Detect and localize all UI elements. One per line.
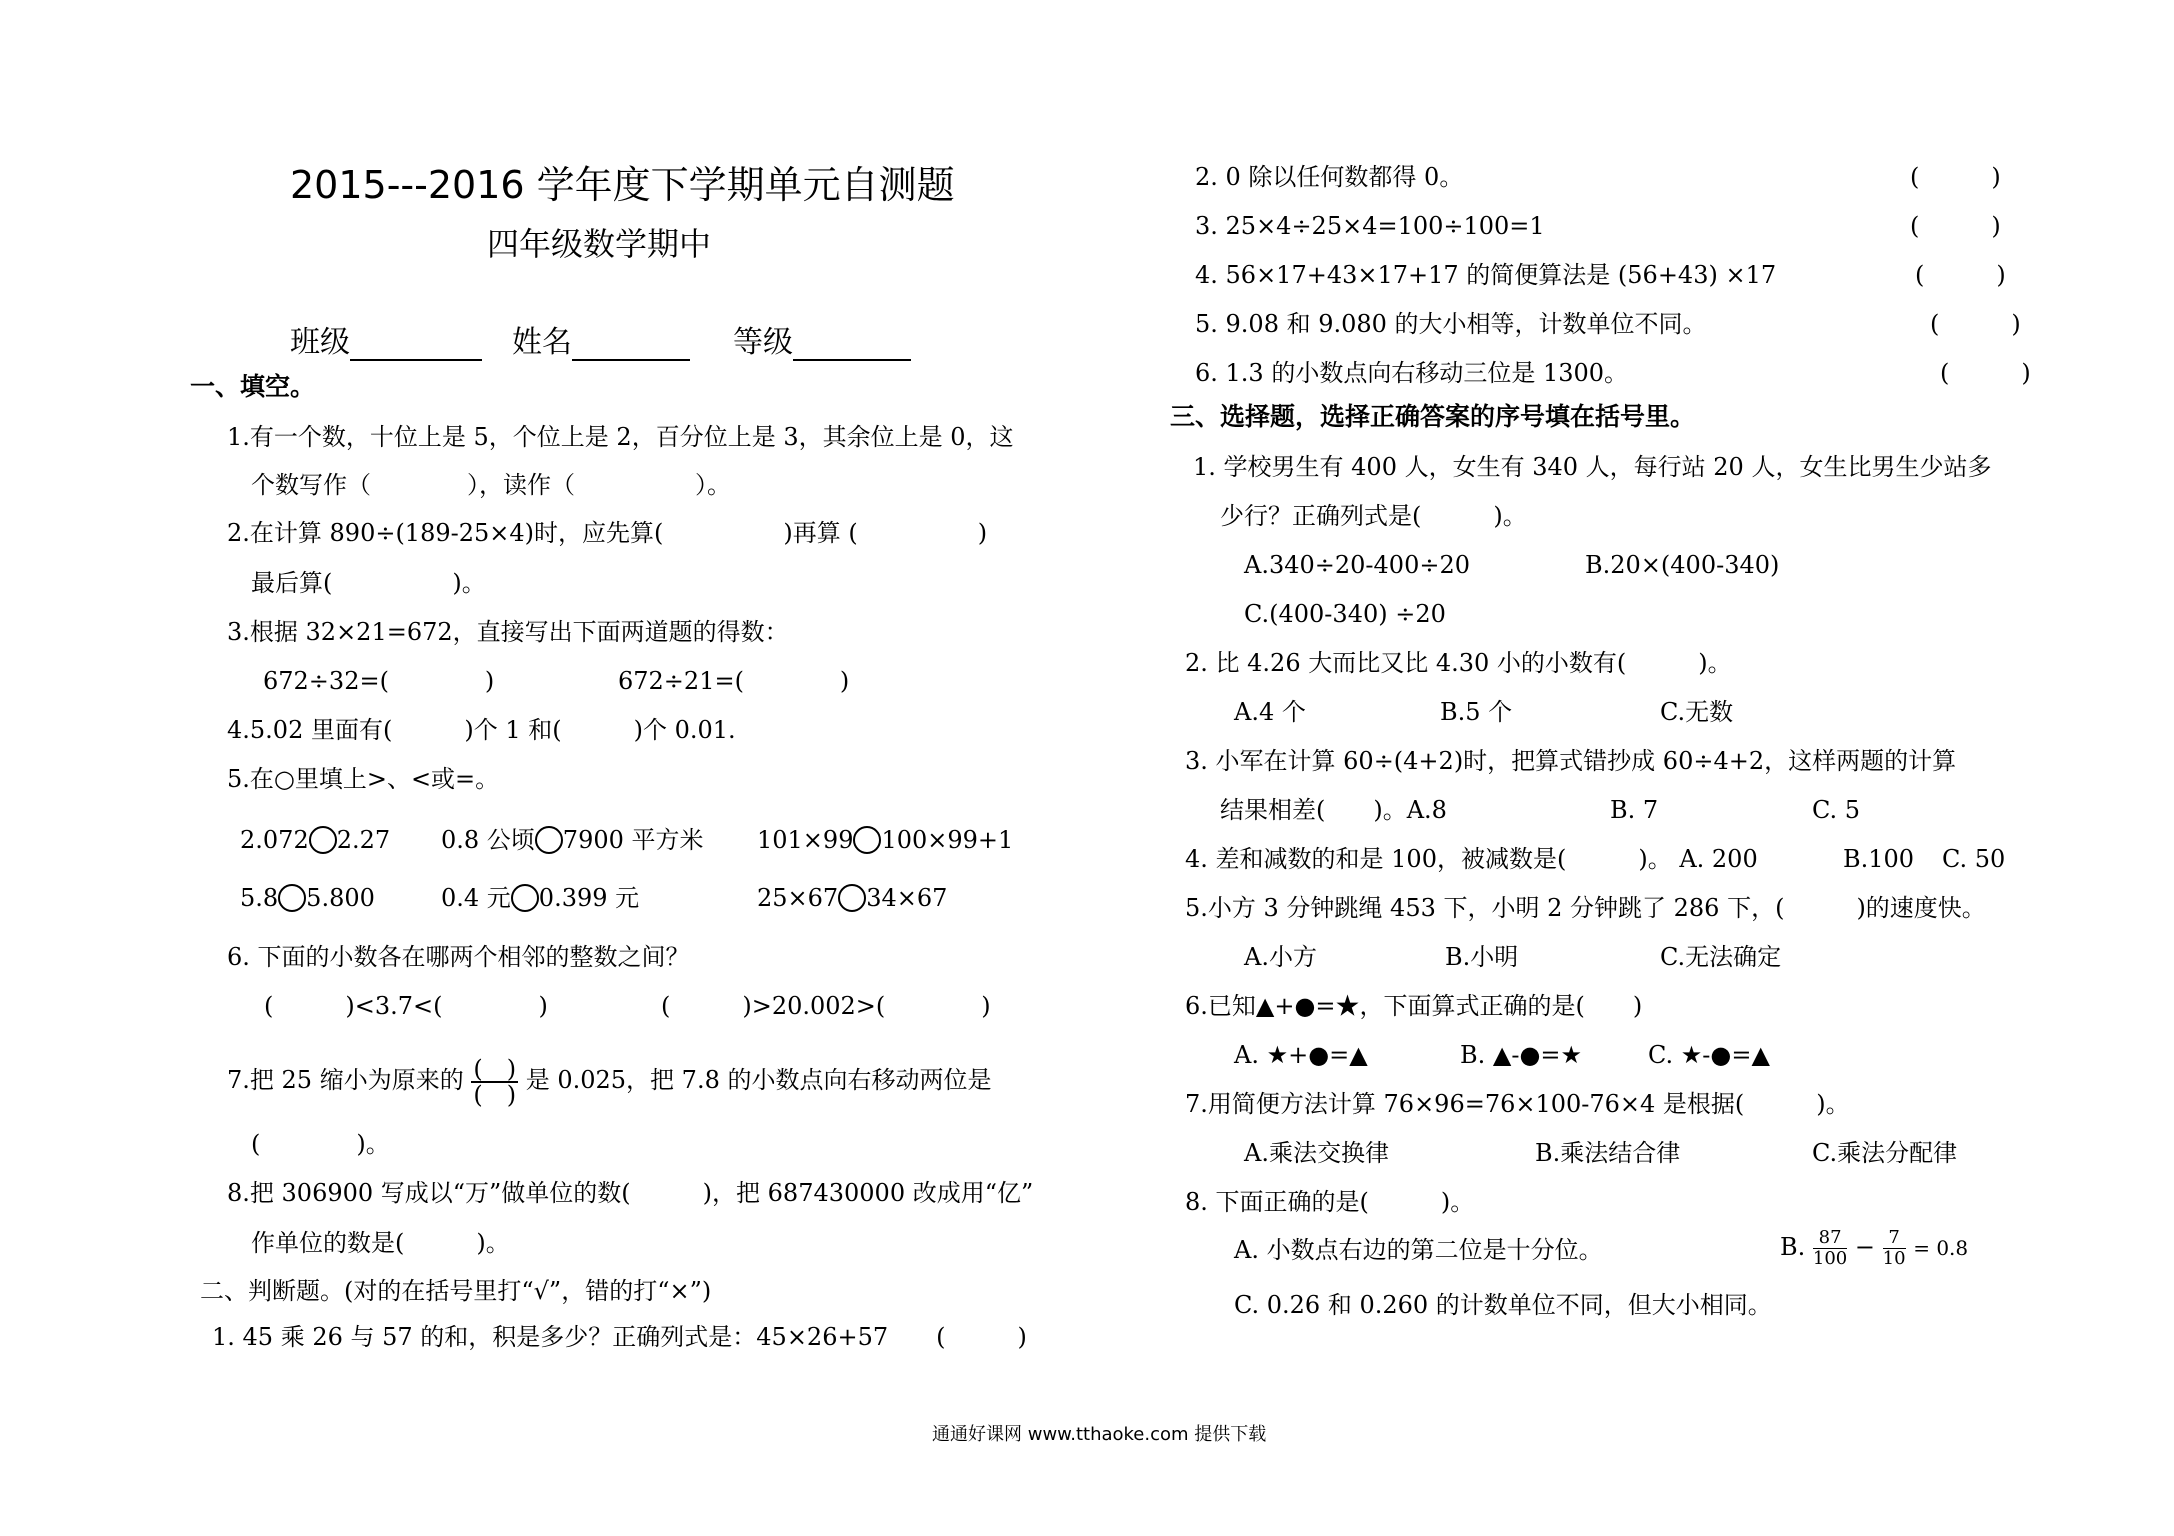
section-3-heading: 三、选择题，选择正确答案的序号填在括号里。 <box>1170 402 1696 431</box>
class-field <box>290 325 482 361</box>
mc8: 8. 下面正确的是( )。 <box>1185 1188 1475 1216</box>
mc8-option-a: A. 小数点右边的第二位是十分位。 <box>1234 1236 1603 1264</box>
judge-3-paren: ( ) <box>1910 212 2001 240</box>
mc6-option-b: B. ▲-●=★ <box>1460 1041 1583 1069</box>
q8-line1: 8.把 306900 写成以“万”做单位的数( )，把 687430000 改成用“亿” <box>227 1179 1034 1207</box>
fraction-7-10: $\frac{7}{10}$ <box>1882 1227 1906 1269</box>
q7-line1: 7.把 25 缩小为原来的 $\frac{( )}{( )}$ 是 0.025，把 7.8 的小数点向右移动两位是 <box>227 1054 992 1109</box>
mc7-option-a: A.乘法交换律 <box>1244 1139 1389 1167</box>
compare-item-1: 2.072 2.27 <box>240 826 391 854</box>
judge-4-paren: ( ) <box>1915 261 2006 289</box>
class-label: 班级 <box>290 325 350 360</box>
compare-item-6: 25×67 34×67 <box>757 884 948 912</box>
mc1-option-a: A.340÷20-400÷20 <box>1244 551 1470 579</box>
mc2: 2. 比 4.26 大而比又比 4.30 小的小数有( )。 <box>1185 649 1732 677</box>
compare-item-2: 0.8 公顷 7900 平方米 <box>441 826 704 854</box>
mc7: 7.用简便方法计算 76×96=76×100-76×4 是根据( )。 <box>1185 1090 1850 1118</box>
judge-2-paren: ( ) <box>1910 163 2001 191</box>
mc4-option-b: B.100 <box>1843 845 1915 873</box>
judge-5: 5. 9.08 和 9.080 的大小相等，计数单位不同。 <box>1195 310 1707 338</box>
q7-fraction: $\frac{( )}{( )}$ <box>473 1054 517 1109</box>
mc4-option-c: C. 50 <box>1942 845 2006 873</box>
mc8-option-c: C. 0.26 和 0.260 的计数单位不同，但大小相同。 <box>1234 1291 1772 1319</box>
mc1-option-c: C.(400-340) ÷20 <box>1244 600 1446 628</box>
q3-blank-2: 672÷21=( ) <box>618 667 850 695</box>
judge-1: 1. 45 乘 26 与 57 的和，积是多少？正确列式是：45×26+57 ( ) <box>212 1323 1027 1351</box>
name-label: 姓名 <box>512 325 572 360</box>
class-blank[interactable] <box>350 333 482 361</box>
grade-blank[interactable] <box>793 333 911 361</box>
mc2-option-a: A.4 个 <box>1234 698 1306 726</box>
compare-circle[interactable] <box>278 884 306 912</box>
compare-item-5: 0.4 元 0.399 元 <box>441 884 640 912</box>
page-title: 2015---2016 学年度下学期单元自测题 <box>290 163 955 207</box>
mc5-option-b: B.小明 <box>1445 943 1519 971</box>
mc2-option-c: C.无数 <box>1660 698 1734 726</box>
q3-line1: 3.根据 32×21=672，直接写出下面两道题的得数： <box>227 618 789 646</box>
q6-blank-2: ( )>20.002>( ) <box>661 992 991 1020</box>
compare-circle[interactable] <box>511 884 539 912</box>
compare-circle[interactable] <box>838 884 866 912</box>
mc4: 4. 差和减数的和是 100，被减数是( )。 A. 200 <box>1185 845 1758 873</box>
q1-line1: 1.有一个数，十位上是 5，个位上是 2，百分位上是 3，其余位上是 0，这 <box>227 423 1014 451</box>
mc6-option-a: A. ★+●=▲ <box>1234 1041 1368 1069</box>
mc7-option-c: C.乘法分配律 <box>1812 1139 1958 1167</box>
mc6-option-c: C. ★-●=▲ <box>1648 1041 1770 1069</box>
compare-circle[interactable] <box>853 826 881 854</box>
fraction-87-100: $\frac{87}{100}$ <box>1812 1227 1848 1269</box>
section-1-heading: 一、填空。 <box>190 372 316 401</box>
mc1-option-b: B.20×(400-340) <box>1585 551 1780 579</box>
q3-blank-1: 672÷32=( ) <box>263 667 495 695</box>
q6-blank-1: ( )<3.7<( ) <box>264 992 548 1020</box>
footer-credit: 通通好课网 www.tthaoke.com 提供下载 <box>932 1424 1267 1445</box>
section-2-heading: 二、判断题。(对的在括号里打“√”，错的打“×”) <box>200 1277 712 1305</box>
mc3-line1: 3. 小军在计算 60÷(4+2)时，把算式错抄成 60÷4+2，这样两题的计算 <box>1185 747 1957 775</box>
mc3-option-b: B. 7 <box>1610 796 1659 824</box>
judge-6-paren: ( ) <box>1940 359 2031 387</box>
q7-line2: ( )。 <box>251 1130 390 1158</box>
q2-line1: 2.在计算 890÷(189-25×4)时，应先算( )再算 ( ) <box>227 519 988 547</box>
mc1-line2: 少行？正确列式是( )。 <box>1220 502 1527 530</box>
q5: 5.在○里填上>、<或=。 <box>227 765 500 793</box>
q4: 4.5.02 里面有( )个 1 和( )个 0.01. <box>227 716 736 744</box>
compare-item-3: 101×99 100×99+1 <box>757 826 1014 854</box>
judge-6: 6. 1.3 的小数点向右移动三位是 1300。 <box>1195 359 1629 387</box>
mc6: 6.已知▲+●=★，下面算式正确的是( ) <box>1185 992 1643 1020</box>
mc5: 5.小方 3 分钟跳绳 453 下，小明 2 分钟跳了 286 下，( )的速度快。 <box>1185 894 1986 922</box>
mc7-option-b: B.乘法结合律 <box>1535 1139 1681 1167</box>
mc1-line1: 1. 学校男生有 400 人，女生有 340 人，每行站 20 人，女生比男生少站多 <box>1193 453 1992 481</box>
mc3-option-c: C. 5 <box>1812 796 1861 824</box>
q6: 6. 下面的小数各在哪两个相邻的整数之间？ <box>227 943 690 971</box>
judge-2: 2. 0 除以任何数都得 0。 <box>1195 163 1464 191</box>
q1-line2: 个数写作（ ），读作（ ）。 <box>251 471 731 499</box>
mc5-option-c: C.无法确定 <box>1660 943 1782 971</box>
name-field <box>512 325 690 361</box>
judge-5-paren: ( ) <box>1930 310 2021 338</box>
q8-line2: 作单位的数是( )。 <box>251 1229 510 1257</box>
compare-item-4: 5.8 5.800 <box>240 884 375 912</box>
compare-circle[interactable] <box>535 826 563 854</box>
q2-line2: 最后算( )。 <box>251 569 486 597</box>
grade-field <box>733 325 911 361</box>
mc5-option-a: A.小方 <box>1244 943 1317 971</box>
judge-3: 3. 25×4÷25×4=100÷100=1 <box>1195 212 1545 240</box>
compare-circle[interactable] <box>309 826 337 854</box>
page-subtitle: 四年级数学期中 <box>487 225 712 263</box>
judge-4: 4. 56×17+43×17+17 的简便算法是 (56+43) ×17 <box>1195 261 1777 289</box>
grade-label: 等级 <box>733 325 793 360</box>
mc8-option-b: B. $\frac{87}{100}$ − $\frac{7}{10}$ = 0.8 <box>1780 1227 1969 1269</box>
mc3-line2: 结果相差( )。A.8 <box>1220 796 1447 824</box>
name-blank[interactable] <box>572 333 690 361</box>
mc2-option-b: B.5 个 <box>1440 698 1513 726</box>
